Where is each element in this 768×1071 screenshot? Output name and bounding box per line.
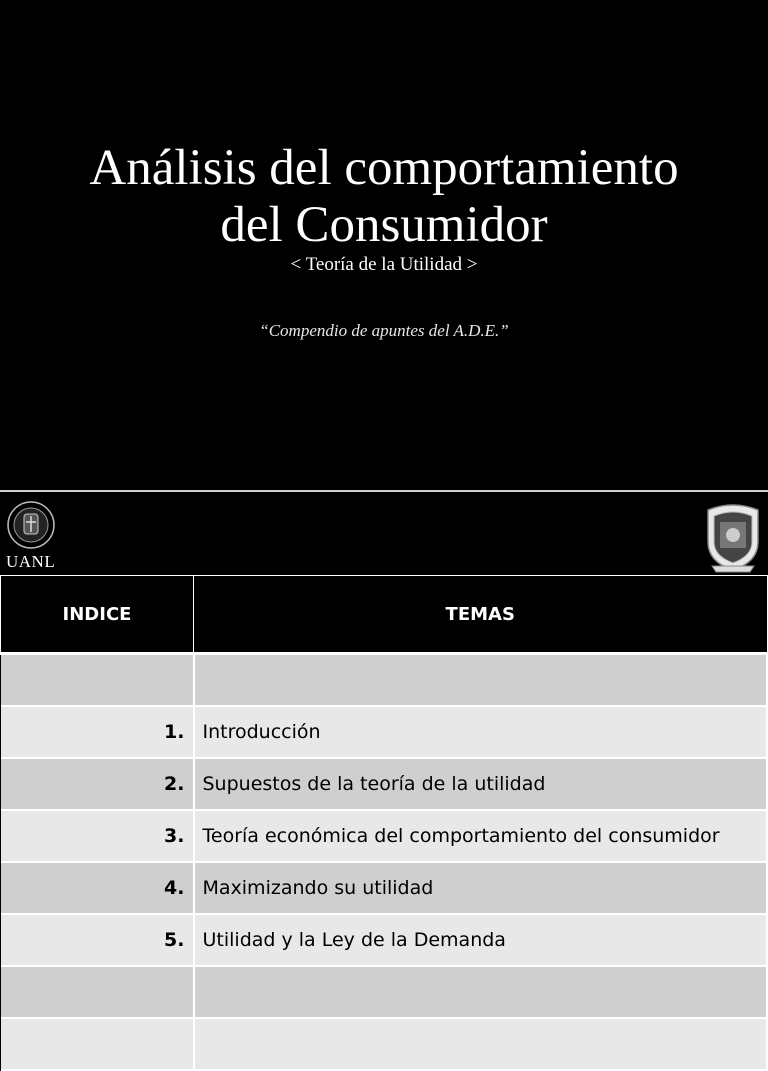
row-number: 4.	[1, 862, 194, 914]
table-row	[1, 654, 768, 707]
table-header-row	[1, 576, 768, 654]
row-number: 3.	[1, 810, 194, 862]
row-number: 2.	[1, 758, 194, 810]
row-tema	[194, 654, 768, 707]
row-tema	[194, 966, 768, 1018]
slide-title	[0, 140, 768, 254]
title-line-1: Análisis del comportamiento	[89, 140, 679, 196]
row-tema: Utilidad y la Ley de la Demanda	[194, 914, 768, 966]
table-row	[1, 862, 768, 914]
row-number	[1, 966, 194, 1018]
row-tema: Supuestos de la teoría de la utilidad	[194, 758, 768, 810]
compendio-caption: “Compendio de apuntes del A.D.E.”	[259, 321, 509, 340]
row-number: 5.	[1, 914, 194, 966]
row-tema: Teoría económica del comportamiento del consumidor	[194, 810, 768, 862]
header-indice: INDICE	[1, 576, 194, 654]
index-slide	[0, 492, 768, 1024]
header-temas: TEMAS	[194, 576, 768, 654]
table-row	[1, 966, 768, 1018]
title-slide	[0, 0, 768, 490]
uanl-logo	[6, 500, 62, 572]
row-number: 1.	[1, 706, 194, 758]
table-row	[1, 810, 768, 862]
slide-subtitle: < Teoría de la Utilidad >	[290, 254, 478, 275]
table-row	[1, 914, 768, 966]
row-number	[1, 654, 194, 707]
row-tema	[194, 1018, 768, 1070]
index-table	[0, 575, 768, 1071]
table-row	[1, 1018, 768, 1070]
row-tema: Maximizando su utilidad	[194, 862, 768, 914]
table-row	[1, 758, 768, 810]
uanl-logo-text: UANL	[6, 552, 56, 571]
uanl-seal-icon	[6, 500, 56, 550]
row-number	[1, 1018, 194, 1070]
title-line-2: del Consumidor	[220, 197, 548, 253]
table-row	[1, 706, 768, 758]
faculty-crest	[702, 498, 764, 574]
crest-shield-icon	[702, 498, 764, 574]
row-tema: Introducción	[194, 706, 768, 758]
